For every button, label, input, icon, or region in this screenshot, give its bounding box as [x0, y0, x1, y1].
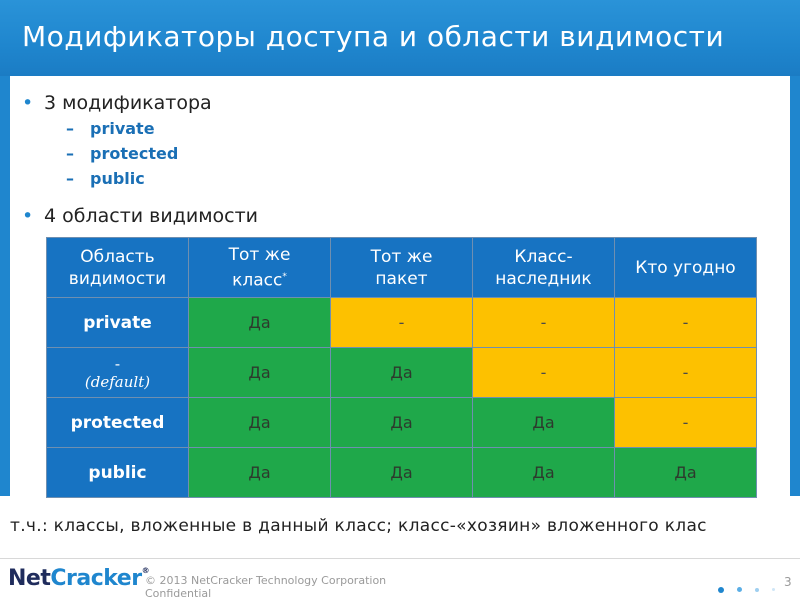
frame-left-border	[0, 76, 10, 496]
netcracker-logo: NetCracker®	[8, 566, 150, 591]
title-banner	[0, 0, 800, 76]
table-cell: Да	[189, 298, 331, 348]
bullet-modifiers	[22, 92, 212, 114]
table-cell: Да	[189, 448, 331, 498]
table-cell: -	[615, 348, 757, 398]
table-cell: -	[473, 298, 615, 348]
decorative-dots-icon	[718, 579, 783, 587]
header-subclass: Класс- наследник	[473, 238, 615, 298]
table-cell: Да	[473, 448, 615, 498]
table-cell: Да	[331, 348, 473, 398]
frame-right-border	[790, 76, 800, 496]
row-label-default: - (default)	[47, 348, 189, 398]
table-cell: Да	[615, 448, 757, 498]
modifier-item-private: – private	[66, 119, 155, 138]
bullet-text: 4 области видимости	[44, 205, 259, 227]
table-cell: Да	[189, 398, 331, 448]
bullet-scopes	[22, 205, 258, 227]
header-anyone: Кто угодно	[615, 238, 757, 298]
visibility-table	[46, 237, 757, 498]
dash-icon: –	[66, 169, 74, 188]
table-cell: -	[615, 398, 757, 448]
table-cell: Да	[189, 348, 331, 398]
table-cell: Да	[331, 448, 473, 498]
table-row	[47, 448, 757, 498]
table-header-row	[47, 238, 757, 298]
table-cell: Да	[331, 398, 473, 448]
copyright-text: © 2013 NetCracker Technology Corporation Confidential	[145, 574, 387, 600]
bullet-text: 3 модификатора	[44, 92, 212, 114]
bullet-dot-icon: •	[22, 205, 34, 227]
modifier-item-protected: – protected	[66, 144, 179, 163]
table-cell: -	[331, 298, 473, 348]
table-row	[47, 298, 757, 348]
header-scope: Область видимости	[47, 238, 189, 298]
slide-title: Модификаторы доступа и области видимости	[22, 20, 725, 53]
page-number: 3	[784, 575, 792, 589]
row-label-public: public	[47, 448, 189, 498]
header-same-class: Тот же класс*	[189, 238, 331, 298]
table-cell: Да	[473, 398, 615, 448]
footnote-mark: *	[282, 271, 287, 282]
table-row	[47, 348, 757, 398]
modifier-item-public: – public	[66, 169, 145, 188]
table-row	[47, 398, 757, 448]
row-label-protected: protected	[47, 398, 189, 448]
table-cell: -	[473, 348, 615, 398]
dash-icon: –	[66, 144, 74, 163]
dash-icon: –	[66, 119, 74, 138]
bullet-dot-icon: •	[22, 92, 34, 114]
footnote-text: т.ч.: классы, вложенные в данный класс; класс-«хозяин» вложенного клас	[10, 516, 707, 536]
table-cell: -	[615, 298, 757, 348]
row-label-private: private	[47, 298, 189, 348]
footer-divider	[0, 558, 800, 559]
header-same-package: Тот же пакет	[331, 238, 473, 298]
